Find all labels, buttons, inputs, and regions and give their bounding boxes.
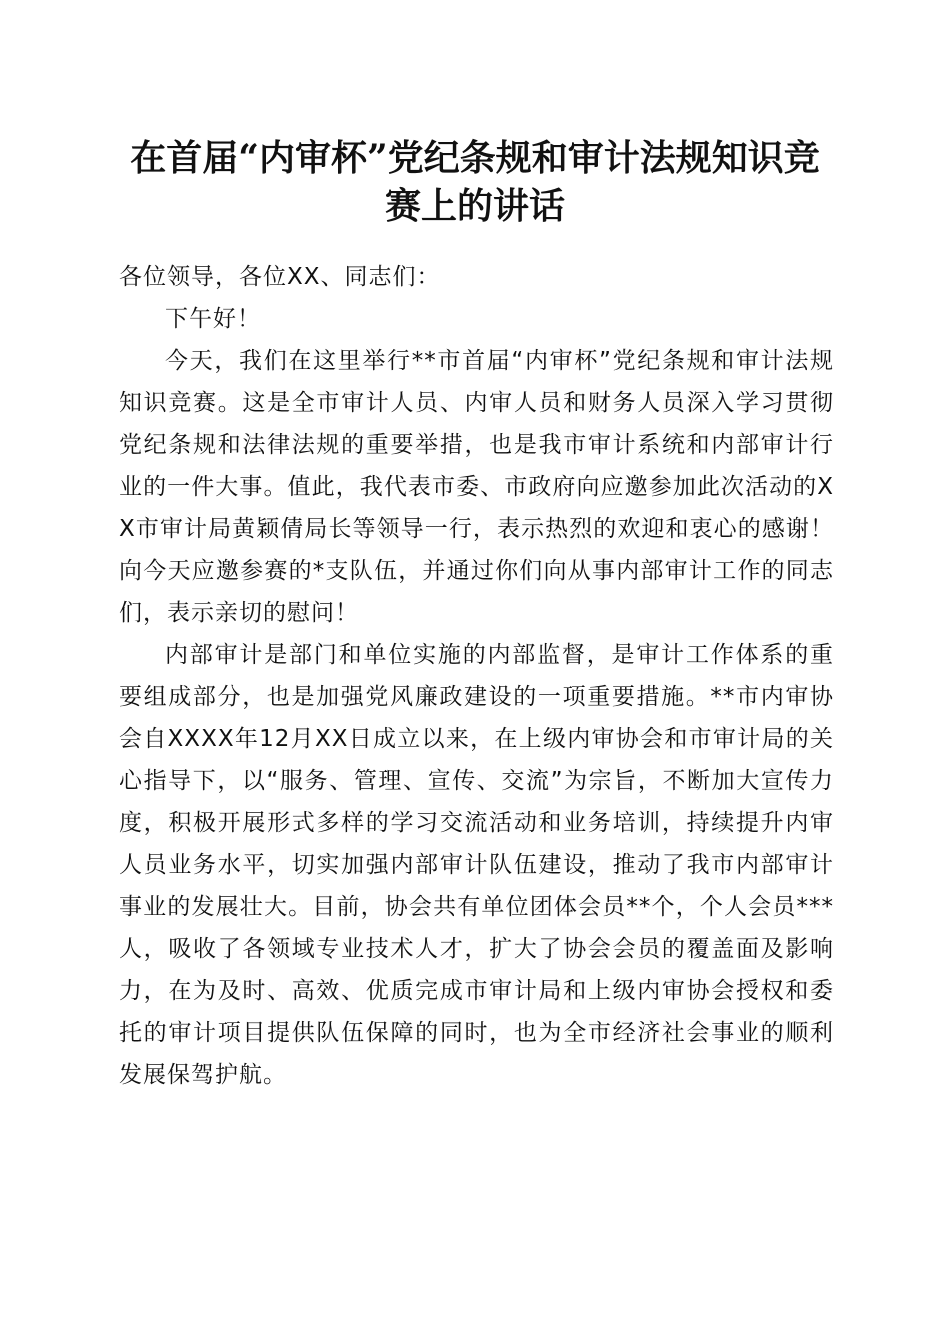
title-line-2: 赛上的讲话	[384, 185, 565, 227]
greeting-line: 下午好！	[165, 306, 261, 332]
document-title	[110, 134, 840, 230]
paragraph-1: 今天，我们在这里举行**市首届“内审杯”党纪条规和审计法规知识竞赛。这是全市审计人员、内审人员和财务人员深入学习贯彻党纪条规和法律法规的重要举措，也是我市审计系统和内部审计行业的一件大事。值此，我代表市委、市政府向应邀参加此次活动的XX市审计局黄颖倩局长等领导一行，表示热烈的欢迎和衷心的感谢！向今天应邀参赛的*支队伍，并通过你们向从事内部审计工作的同志们，表示亲切的慰问！	[119, 348, 834, 626]
document-body	[119, 256, 834, 1096]
salutation: 各位领导，各位XX、同志们：	[119, 264, 441, 290]
paragraph-2: 内部审计是部门和单位实施的内部监督，是审计工作体系的重要组成部分，也是加强党风廉政建设的一项重要措施。**市内审协会自XXXX年12月XX日成立以来，在上级内审协会和市审计局的关心指导下，以“服务、管理、宣传、交流”为宗旨，不断加大宣传力度，积极开展形式多样的学习交流活动和业务培训，持续提升内审人员业务水平，切实加强内部审计队伍建设，推动了我市内部审计事业的发展壮大。目前，协会共有单位团体会员**个，个人会员***人，吸收了各领域专业技术人才，扩大了协会会员的覆盖面及影响力，在为及时、高效、优质完成市审计局和上级内审协会授权和委托的审计项目提供队伍保障的同时，也为全市经济社会事业的顺利发展保驾护航。	[119, 642, 834, 1088]
title-line-1: 在首届“内审杯”党纪条规和审计法规知识竞	[130, 137, 820, 179]
